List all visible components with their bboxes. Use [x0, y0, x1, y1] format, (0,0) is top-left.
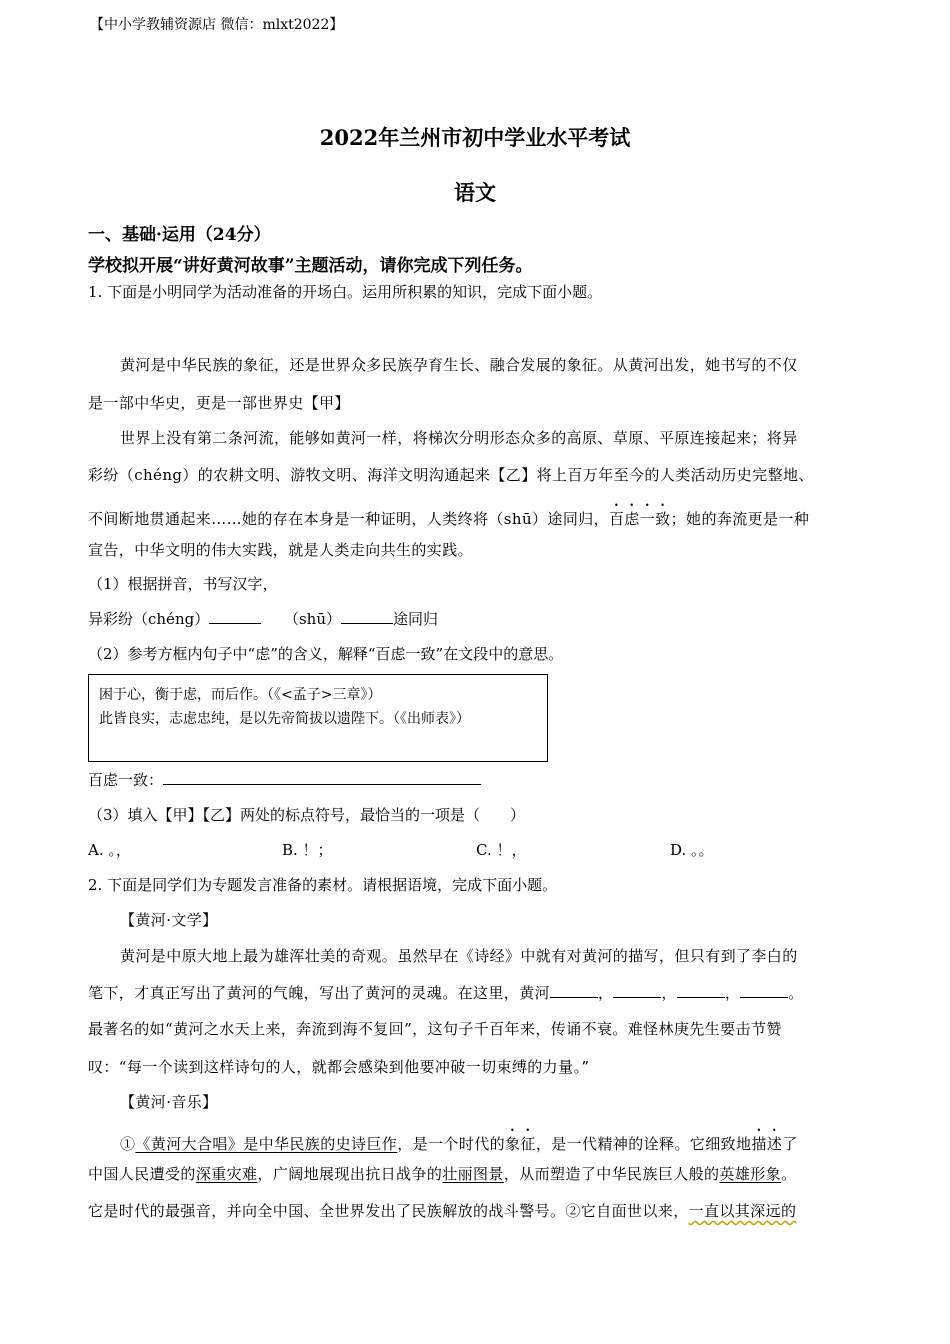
- pinyin-suffix: 途同归: [393, 610, 439, 628]
- option-c[interactable]: C. ！，: [476, 841, 527, 859]
- reference-box: [88, 674, 548, 762]
- answer-blank[interactable]: [740, 983, 788, 998]
- literature-line: 黄河是中原大地上最为雄浑壮美的奇观。虽然早在《诗经》中就有对黄河的描写，但只有到了李白的: [120, 947, 798, 965]
- answer-blank[interactable]: [613, 983, 661, 998]
- literature-line: 叹：“每一个读到这样诗句的人，就都会感染到他要冲破一切束缚的力量。”: [88, 1058, 590, 1076]
- exam-title: 2022年兰州市初中学业水平考试: [319, 125, 631, 150]
- answer-blank[interactable]: [209, 609, 261, 624]
- option-b[interactable]: B. ！；: [282, 841, 333, 859]
- underlined-sentence: 《黄河大合唱》是中华民族的史诗巨作: [135, 1135, 398, 1153]
- underlined-phrase: 英雄形象: [719, 1165, 782, 1183]
- wavy-underlined-text: 一直以其深远的: [688, 1202, 797, 1220]
- music-text: ，从而塑造了中华民族巨人般的: [503, 1165, 720, 1183]
- underlined-phrase: 壮丽图景: [442, 1165, 504, 1183]
- literature-line: 笔下，才真正写出了黄河的气魄，写出了黄河的灵魂。在这里，黄河 ， ， ， 。: [88, 984, 804, 1002]
- passage-line: 黄河是中华民族的象征，还是世界众多民族孕育生长、融合发展的象征。从黄河出发，她书写的不仅: [120, 356, 798, 374]
- section-heading: 一、基础·运用（24分）: [88, 225, 271, 245]
- passage-line: 宣告，中华文明的伟大实践，就是人类走向共生的实践。: [88, 541, 474, 559]
- emphasized-word: 描述: [751, 1135, 783, 1153]
- passage-text: ；她的奔流更是一种: [670, 510, 810, 528]
- answer-blank[interactable]: [163, 770, 481, 785]
- answer-label: 百虑一致：: [88, 771, 164, 789]
- passage-line: 彩纷（chéng）的农耕文明、游牧文明、海洋文明沟通起来【乙】将上百万年至今的人类活动历史完整地、: [88, 466, 814, 484]
- music-text: 。: [781, 1165, 797, 1183]
- answer-line: [88, 769, 481, 790]
- music-heading: 【黄河·音乐】: [120, 1093, 218, 1111]
- literature-heading: 【黄河·文学】: [120, 911, 218, 929]
- literature-text: 笔下，才真正写出了黄河的气魄，写出了黄河的灵魂。在这里，黄河: [88, 984, 551, 1002]
- sub-question-1: （1）根据拼音，书写汉字，: [88, 575, 278, 593]
- music-line: [88, 1200, 796, 1221]
- music-text: ，是一代精神的诠释。它细致地: [535, 1135, 752, 1153]
- watermark-header: 【中小学教辅资源店 微信：mlxt2022】: [90, 17, 344, 33]
- subject-title: 语文: [454, 180, 496, 205]
- underlined-phrase: 深重灾难: [195, 1165, 258, 1183]
- option-d[interactable]: D. 。。: [670, 841, 714, 859]
- music-text: 它是时代的最强音，并向全中国、全世界发出了民族解放的战斗警号。: [88, 1202, 566, 1220]
- sentence-2-start: ②它自面世以来，: [565, 1202, 689, 1220]
- passage-line: [88, 501, 809, 529]
- pinyin-prompt: （shū）: [283, 610, 342, 628]
- literature-line: 最著名的如“黄河之水天上来，奔流到海不复回”，这句子千百年来，传诵不衰。难怪林庚先生要击节赞: [88, 1020, 782, 1038]
- pinyin-answer-line: [88, 608, 438, 629]
- sentence-number: ①: [120, 1135, 136, 1153]
- music-text: 中国人民遭受的: [88, 1165, 196, 1183]
- music-text: ，广阔地展现出抗日战争的: [257, 1165, 443, 1183]
- music-text: 了: [782, 1135, 798, 1153]
- music-text: ，是一个时代的: [397, 1135, 506, 1153]
- emphasized-phrase: 百虑一致: [609, 510, 671, 528]
- answer-blank[interactable]: [550, 983, 598, 998]
- emphasized-word: 象征: [505, 1135, 536, 1153]
- sub-question-3: （3）填入【甲】【乙】两处的标点符号，最恰当的一项是（ ）: [88, 806, 526, 824]
- reference-sentence: 困于心，衡于虑，而后作。（《<孟子>三章》）: [99, 687, 382, 703]
- question-2-intro: 2. 下面是同学们为专题发言准备的素材。请根据语境，完成下面小题。: [88, 876, 558, 894]
- answer-blank[interactable]: [341, 609, 393, 624]
- question-1-intro: 1. 下面是小明同学为活动准备的开场白。运用所积累的知识，完成下面小题。: [88, 283, 603, 301]
- passage-line: 世界上没有第二条河流，能够如黄河一样，将梯次分明形态众多的高原、草原、平原连接起来；将异: [120, 429, 798, 447]
- sub-question-2: （2）参考方框内句子中“虑”的含义，解释“百虑一致”在文段中的意思。: [88, 645, 564, 663]
- option-a[interactable]: A. 。，: [88, 841, 131, 859]
- answer-blank[interactable]: [677, 983, 725, 998]
- passage-line: 是一部中华史，更是一部世界史【甲】: [88, 394, 350, 412]
- task-instruction: 学校拟开展“讲好黄河故事”主题活动，请你完成下列任务。: [88, 256, 533, 276]
- music-line: [120, 1126, 798, 1154]
- pinyin-prompt: 异彩纷（chéng）: [88, 610, 210, 628]
- music-line: [88, 1163, 796, 1184]
- passage-text: 不间断地贯通起来……她的存在本身是一种证明，人类终将（shū）途同归，: [88, 510, 610, 528]
- reference-sentence: 此皆良实，志虑忠纯，是以先帝简拔以遗陛下。（《出师表》）: [99, 711, 470, 727]
